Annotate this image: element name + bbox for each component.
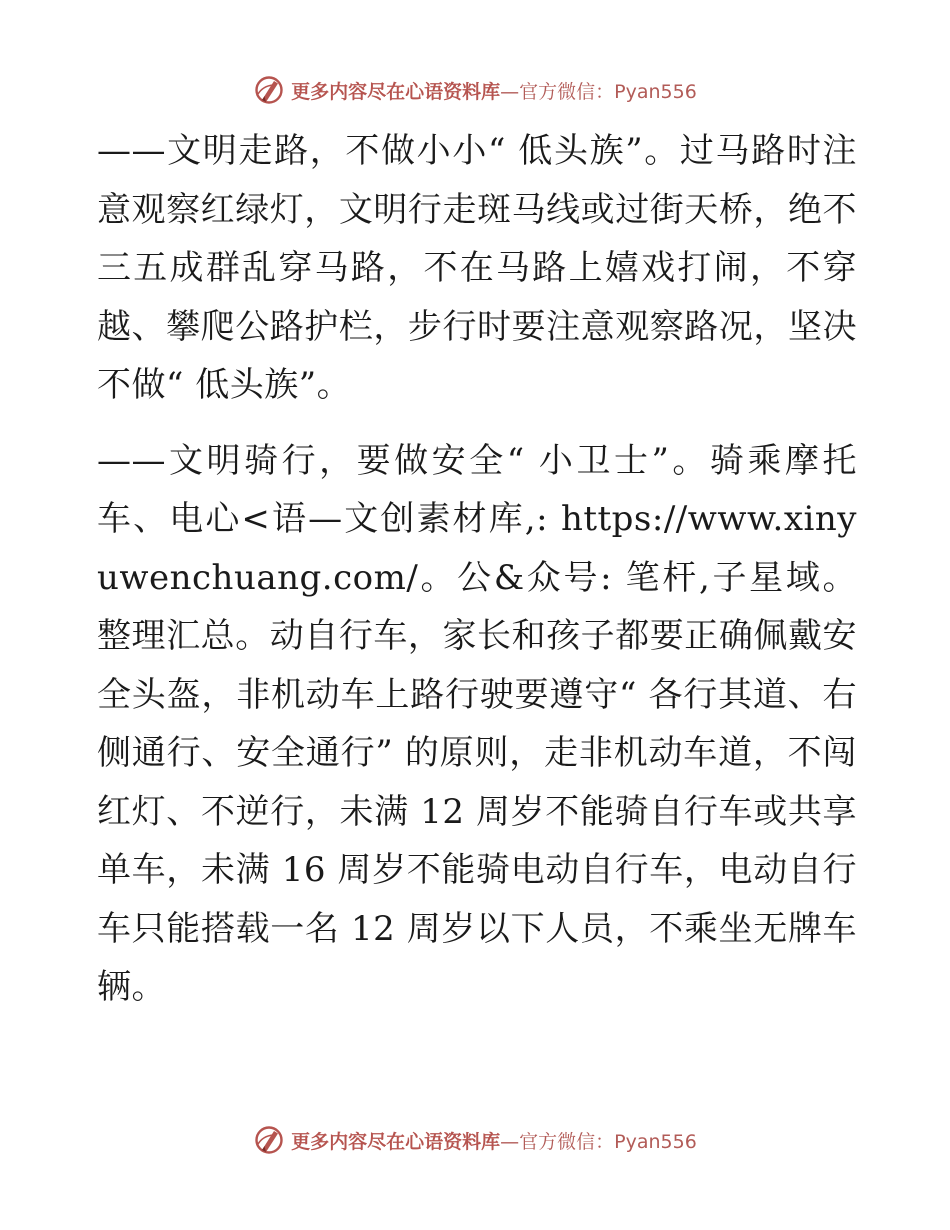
footer-banner-rest: —官方微信：Pyan556 (500, 1130, 697, 1153)
paragraph-cycling: ——文明骑行，要做安全“ 小卫士”。骑乘摩托车、电心<语—文创素材库,: https://www.xinyuwenchuang.com/。公&众号: 笔杆,子星域。整理汇总。动自行车，家长和孩子都要正确佩戴安全头盔，非机动车上路行驶要遵守“ 各行其道、右侧通行、安全通行” 的原则，走非机动车道，不闯红灯、不逆行，未满 12 周岁不能骑自行车或共享单车，未满 16 周岁不能骑电动自行车，电动自行车只能搭载一名 12 周岁以下人员，不乘坐无牌车辆。 (97, 440, 857, 1007)
header-banner (0, 70, 950, 110)
header-banner-inner (253, 74, 697, 106)
footer-banner (0, 1120, 950, 1160)
footer-banner-text (291, 1127, 697, 1154)
footer-banner-bold: 更多内容尽在心语资料库 (291, 1130, 501, 1153)
pen-circle-logo-icon (253, 74, 285, 106)
header-banner-text (291, 77, 697, 104)
pen-circle-logo-icon (253, 1124, 285, 1156)
header-banner-bold: 更多内容尽在心语资料库 (291, 80, 501, 103)
document-body (97, 122, 857, 1017)
footer-banner-inner (253, 1124, 697, 1156)
paragraph-walking: ——文明走路，不做小小“ 低头族”。过马路时注意观察红绿灯，文明行走斑马线或过街天桥，绝不三五成群乱穿马路，不在马路上嬉戏打闹，不穿越、攀爬公路护栏，步行时要注意观察路况，坚决不做“ 低头族”。 (97, 131, 857, 405)
header-banner-rest: —官方微信：Pyan556 (500, 80, 697, 103)
